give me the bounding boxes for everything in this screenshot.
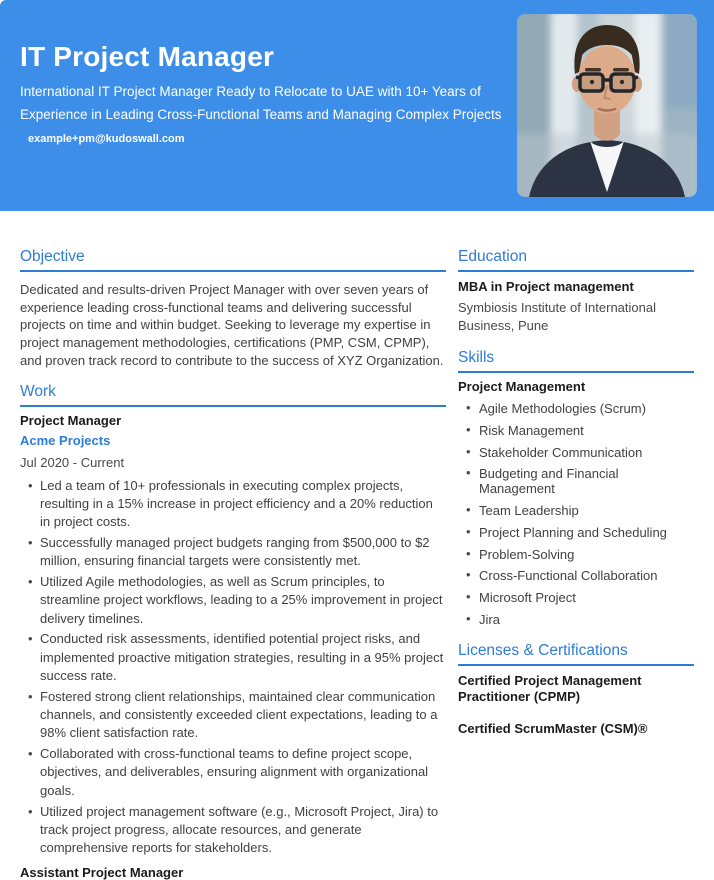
resume-header [0, 0, 714, 211]
job-bullet: • Conducted risk assessments, identified potential project risks, and implemented proactive mitigation strategies, resulting in a 95% project success rate. [28, 630, 446, 685]
education-title: Education [458, 248, 694, 272]
skill-item: • Project Planning and Scheduling [466, 525, 694, 540]
skill-item: • Stakeholder Communication [466, 445, 694, 460]
profile-photo [517, 14, 697, 197]
job-bullet: • Successfully managed project budgets ranging from $500,000 to $2 million, ensuring financial targets were consistently met. [28, 534, 446, 571]
skill-item: • Team Leadership [466, 503, 694, 518]
section-education [458, 248, 694, 334]
education-degree: MBA in Project management [458, 279, 634, 294]
skill-item: • Cross-Functional Collaboration [466, 568, 694, 583]
job-bullet: • Fostered strong client relationships, maintained clear communication channels, and consistently exceeded client expectations, leading to a 98% client satisfaction rate. [28, 688, 446, 743]
certifications-title: Licenses & Certifications [458, 642, 694, 666]
section-skills [458, 349, 694, 626]
skills-group-title: Project Management [458, 379, 586, 395]
work-title: Work [20, 383, 446, 407]
job-entry [20, 865, 446, 880]
right-column [458, 248, 694, 880]
job-bullet: • Led a team of 10+ professionals in executing complex projects, resulting in a 15% increase in project efficiency and a 20% reduction in project costs. [28, 477, 446, 532]
job-company: Acme Projects [20, 433, 111, 449]
job-bullet-list [28, 477, 446, 858]
skill-item: • Problem-Solving [466, 547, 694, 562]
job-role: Assistant Project Manager [20, 865, 184, 880]
skills-title: Skills [458, 349, 694, 373]
job-bullet: • Utilized Agile methodologies, as well as Scrum principles, to streamline project workflows, leading to a 25% improvement in project delivery timelines. [28, 573, 446, 628]
job-dates: Jul 2020 - Current [20, 454, 125, 470]
portrait-illustration [517, 14, 697, 197]
skill-item: • Agile Methodologies (Scrum) [466, 401, 694, 416]
email-text: example+pm@kudoswall.com [28, 133, 185, 145]
job-bullet: • Collaborated with cross-functional teams to define project scope, objectives, and deliverables, ensuring alignment with organizational goals. [28, 745, 446, 800]
resume-subtitle: International IT Project Manager Ready to Relocate to UAE with 10+ Years of Experience in Leading Cross-Functional Teams and Managing Complex Projects [20, 84, 502, 122]
left-column [20, 248, 446, 880]
job-entry [20, 413, 446, 858]
certification-item: Certified ScrumMaster (CSM)® [458, 720, 648, 736]
skill-item: • Budgeting and Financial Management [466, 466, 694, 496]
objective-title: Objective [20, 248, 446, 272]
skills-list [466, 401, 694, 626]
job-role: Project Manager [20, 412, 122, 428]
skill-item: • Risk Management [466, 423, 694, 438]
skill-item: • Microsoft Project [466, 590, 694, 605]
objective-text: Dedicated and results-driven Project Manager with over seven years of experience leading cross-functional teams and delivering successful projects on time and within budget. Seeking to leverage my expertise in project management methodologies, certifications (PMP, CSM, CPMP), and proven track record to contribute to the success of XYZ Organization. [20, 282, 444, 368]
certification-item: Certified Project Management Practitioner (CPMP) [458, 672, 642, 704]
skill-item: • Jira [466, 612, 694, 627]
section-certifications [458, 642, 694, 737]
section-work [20, 383, 446, 880]
education-school: Symbiosis Institute of International Business, Pune [458, 300, 656, 333]
resume-title: IT Project Manager [20, 41, 275, 72]
job-bullet: • Utilized project management software (e.g., Microsoft Project, Jira) to track project progress, allocate resources, and generate comprehensive reports for stakeholders. [28, 803, 446, 858]
section-objective [20, 248, 446, 370]
resume-body [0, 211, 714, 880]
